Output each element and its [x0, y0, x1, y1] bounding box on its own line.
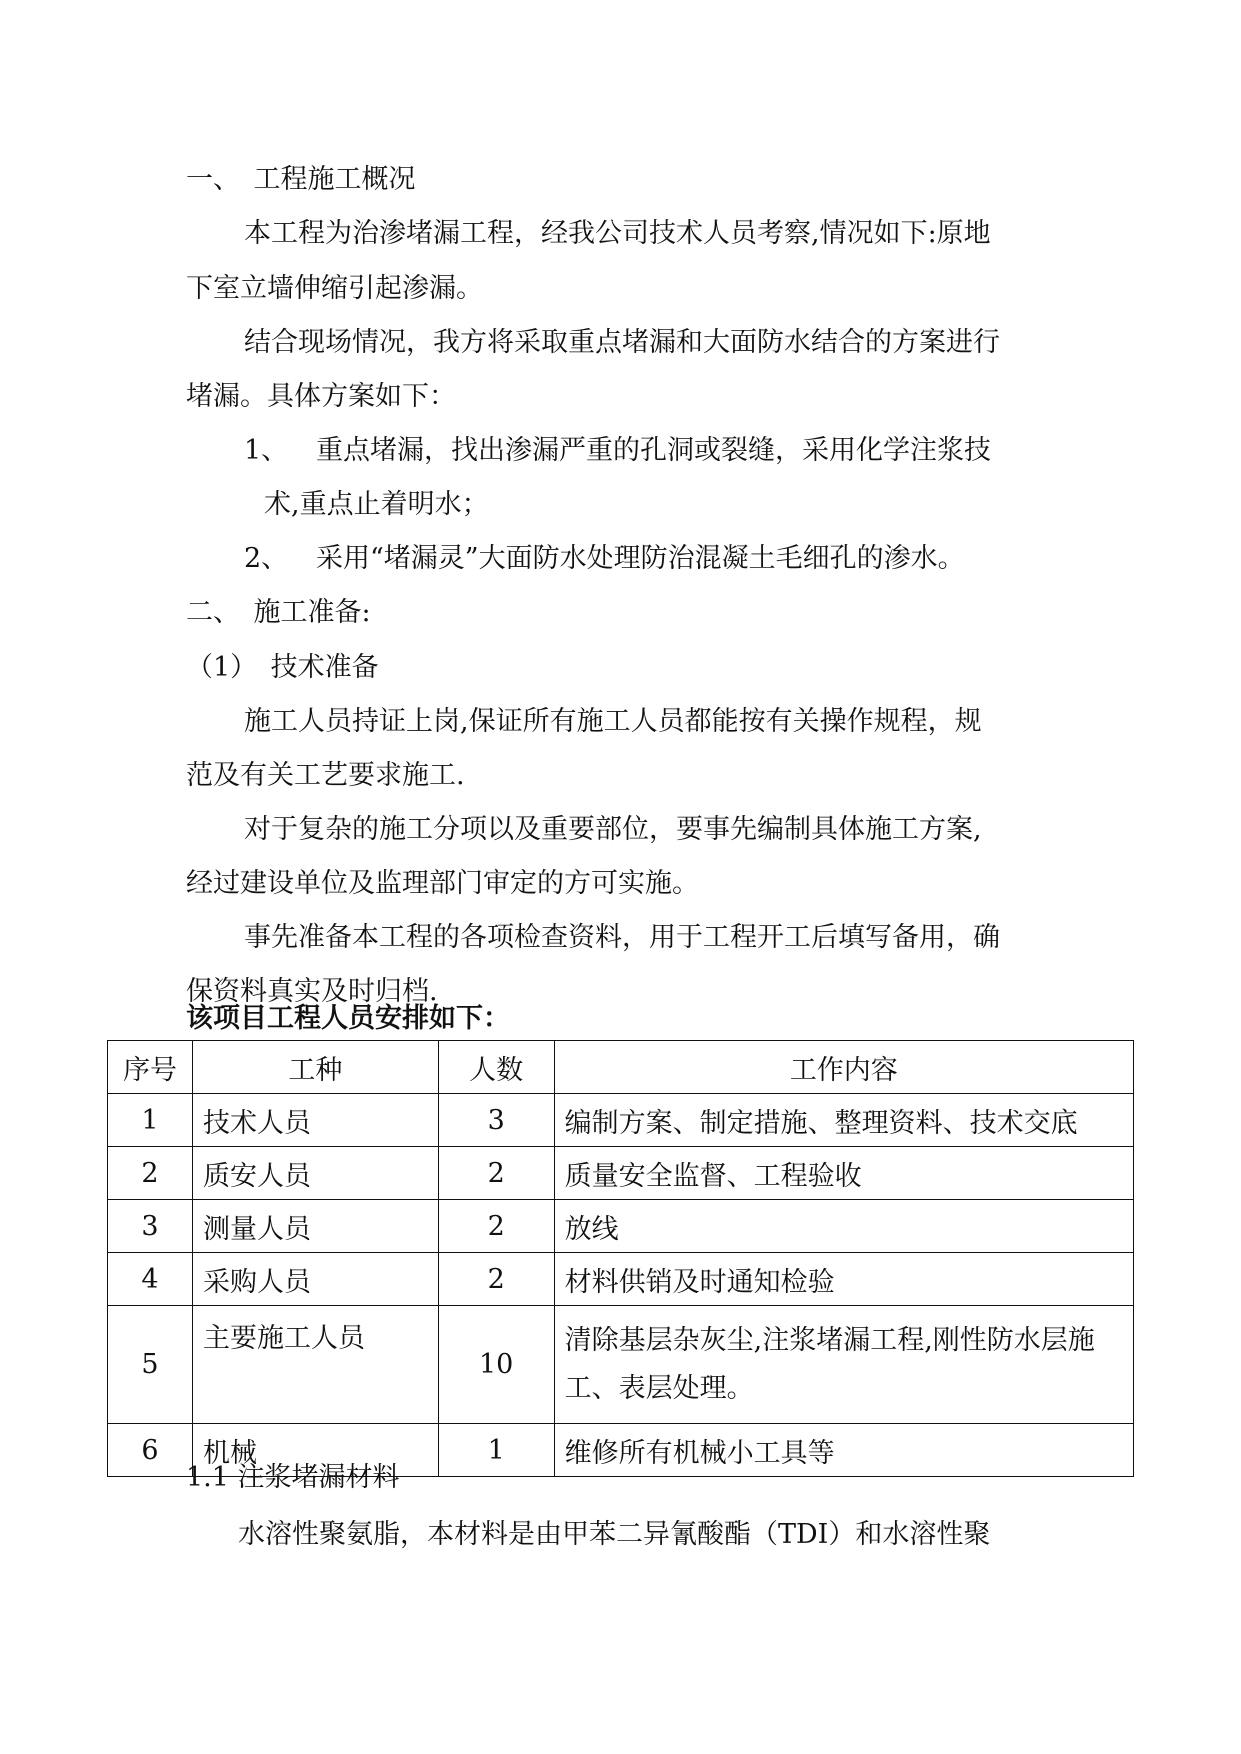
- cell-count: 3: [438, 1094, 554, 1147]
- table-row: [108, 1147, 1134, 1200]
- cell-content: 维修所有机械小工具等: [554, 1424, 1133, 1477]
- header-count: 人数: [438, 1041, 554, 1094]
- list-item-2-line-1: 采用“堵漏灵”大面防水处理防治混凝土毛细孔的渗水。: [316, 543, 965, 574]
- cell-content: 质量安全监督、工程验收: [554, 1147, 1133, 1200]
- paragraph-3-line-2: 范及有关工艺要求施工.: [186, 760, 465, 791]
- cell-content: 放线: [554, 1200, 1133, 1253]
- cell-count: 2: [438, 1253, 554, 1306]
- paragraph-5-line-1: 事先准备本工程的各项检查资料，用于工程开工后填写备用，确: [244, 922, 1000, 953]
- cell-no: 6: [108, 1424, 193, 1477]
- paragraph-4-line-2: 经过建设单位及监理部门审定的方可实施。: [186, 868, 699, 899]
- cell-content: 编制方案、制定措施、整理资料、技术交底: [554, 1094, 1133, 1147]
- section-1-title: 一、 工程施工概况: [186, 164, 416, 195]
- cell-count: 2: [438, 1200, 554, 1253]
- cell-type: 测量人员: [192, 1200, 438, 1253]
- cell-type: 机械: [192, 1424, 438, 1477]
- cell-no: 4: [108, 1253, 193, 1306]
- cell-type: 质安人员: [192, 1147, 438, 1200]
- cell-content: 材料供销及时通知检验: [554, 1253, 1133, 1306]
- header-content: 工作内容: [554, 1041, 1133, 1094]
- list-item-1-number: 1、: [244, 435, 289, 466]
- list-item-2-number: 2、: [244, 543, 289, 574]
- cell-type: 技术人员: [192, 1094, 438, 1147]
- header-no: 序号: [108, 1041, 193, 1094]
- cell-count: 1: [438, 1424, 554, 1477]
- section-2-title: 二、 施工准备:: [186, 597, 371, 628]
- paragraph-2-line-2: 堵漏。具体方案如下：: [186, 381, 456, 412]
- cell-content-line-1: 清除基层杂灰尘,注浆堵漏工程,刚性防水层施: [564, 1324, 1095, 1356]
- paragraph-5-line-2: 保资料真实及时归档.: [186, 976, 438, 1007]
- cell-no: 5: [108, 1306, 193, 1424]
- staff-table: [107, 1040, 1134, 1477]
- cell-count: 2: [438, 1147, 554, 1200]
- table-caption: 该项目工程人员安排如下：: [186, 1003, 510, 1034]
- table-row: [108, 1253, 1134, 1306]
- section-3-title: 1.1 注浆堵漏材料: [186, 1462, 400, 1493]
- table-row: [108, 1306, 1134, 1424]
- paragraph-1-line-1: 本工程为治渗堵漏工程，经我公司技术人员考察,情况如下:原地: [244, 218, 991, 249]
- paragraph-2-line-1: 结合现场情况，我方将采取重点堵漏和大面防水结合的方案进行: [244, 327, 1000, 358]
- paragraph-1-line-2: 下室立墙伸缩引起渗漏。: [186, 273, 483, 304]
- paragraph-3-line-1: 施工人员持证上岗,保证所有施工人员都能按有关操作规程，规: [244, 706, 982, 737]
- table-row: [108, 1094, 1134, 1147]
- cell-no: 3: [108, 1200, 193, 1253]
- cell-content: [554, 1306, 1133, 1424]
- header-type: 工种: [192, 1041, 438, 1094]
- cell-count: 10: [438, 1306, 554, 1424]
- cell-type: 主要施工人员: [192, 1306, 438, 1424]
- paragraph-6-line-1: 水溶性聚氨脂，本材料是由甲苯二异氰酸酯（TDI）和水溶性聚: [238, 1519, 991, 1550]
- paragraph-4-line-1: 对于复杂的施工分项以及重要部位，要事先编制具体施工方案,: [244, 814, 982, 845]
- cell-no: 1: [108, 1094, 193, 1147]
- cell-content-line-2: 工、表层处理。: [564, 1372, 754, 1404]
- table-row: [108, 1200, 1134, 1253]
- list-item-1-line-2: 术,重点止着明水；: [264, 489, 489, 520]
- cell-no: 2: [108, 1147, 193, 1200]
- list-item-1-line-1: 重点堵漏，找出渗漏严重的孔洞或裂缝，采用化学注浆技: [316, 435, 991, 466]
- subsection-title: （1） 技术准备: [186, 652, 379, 683]
- table-header-row: [108, 1041, 1134, 1094]
- cell-type: 采购人员: [192, 1253, 438, 1306]
